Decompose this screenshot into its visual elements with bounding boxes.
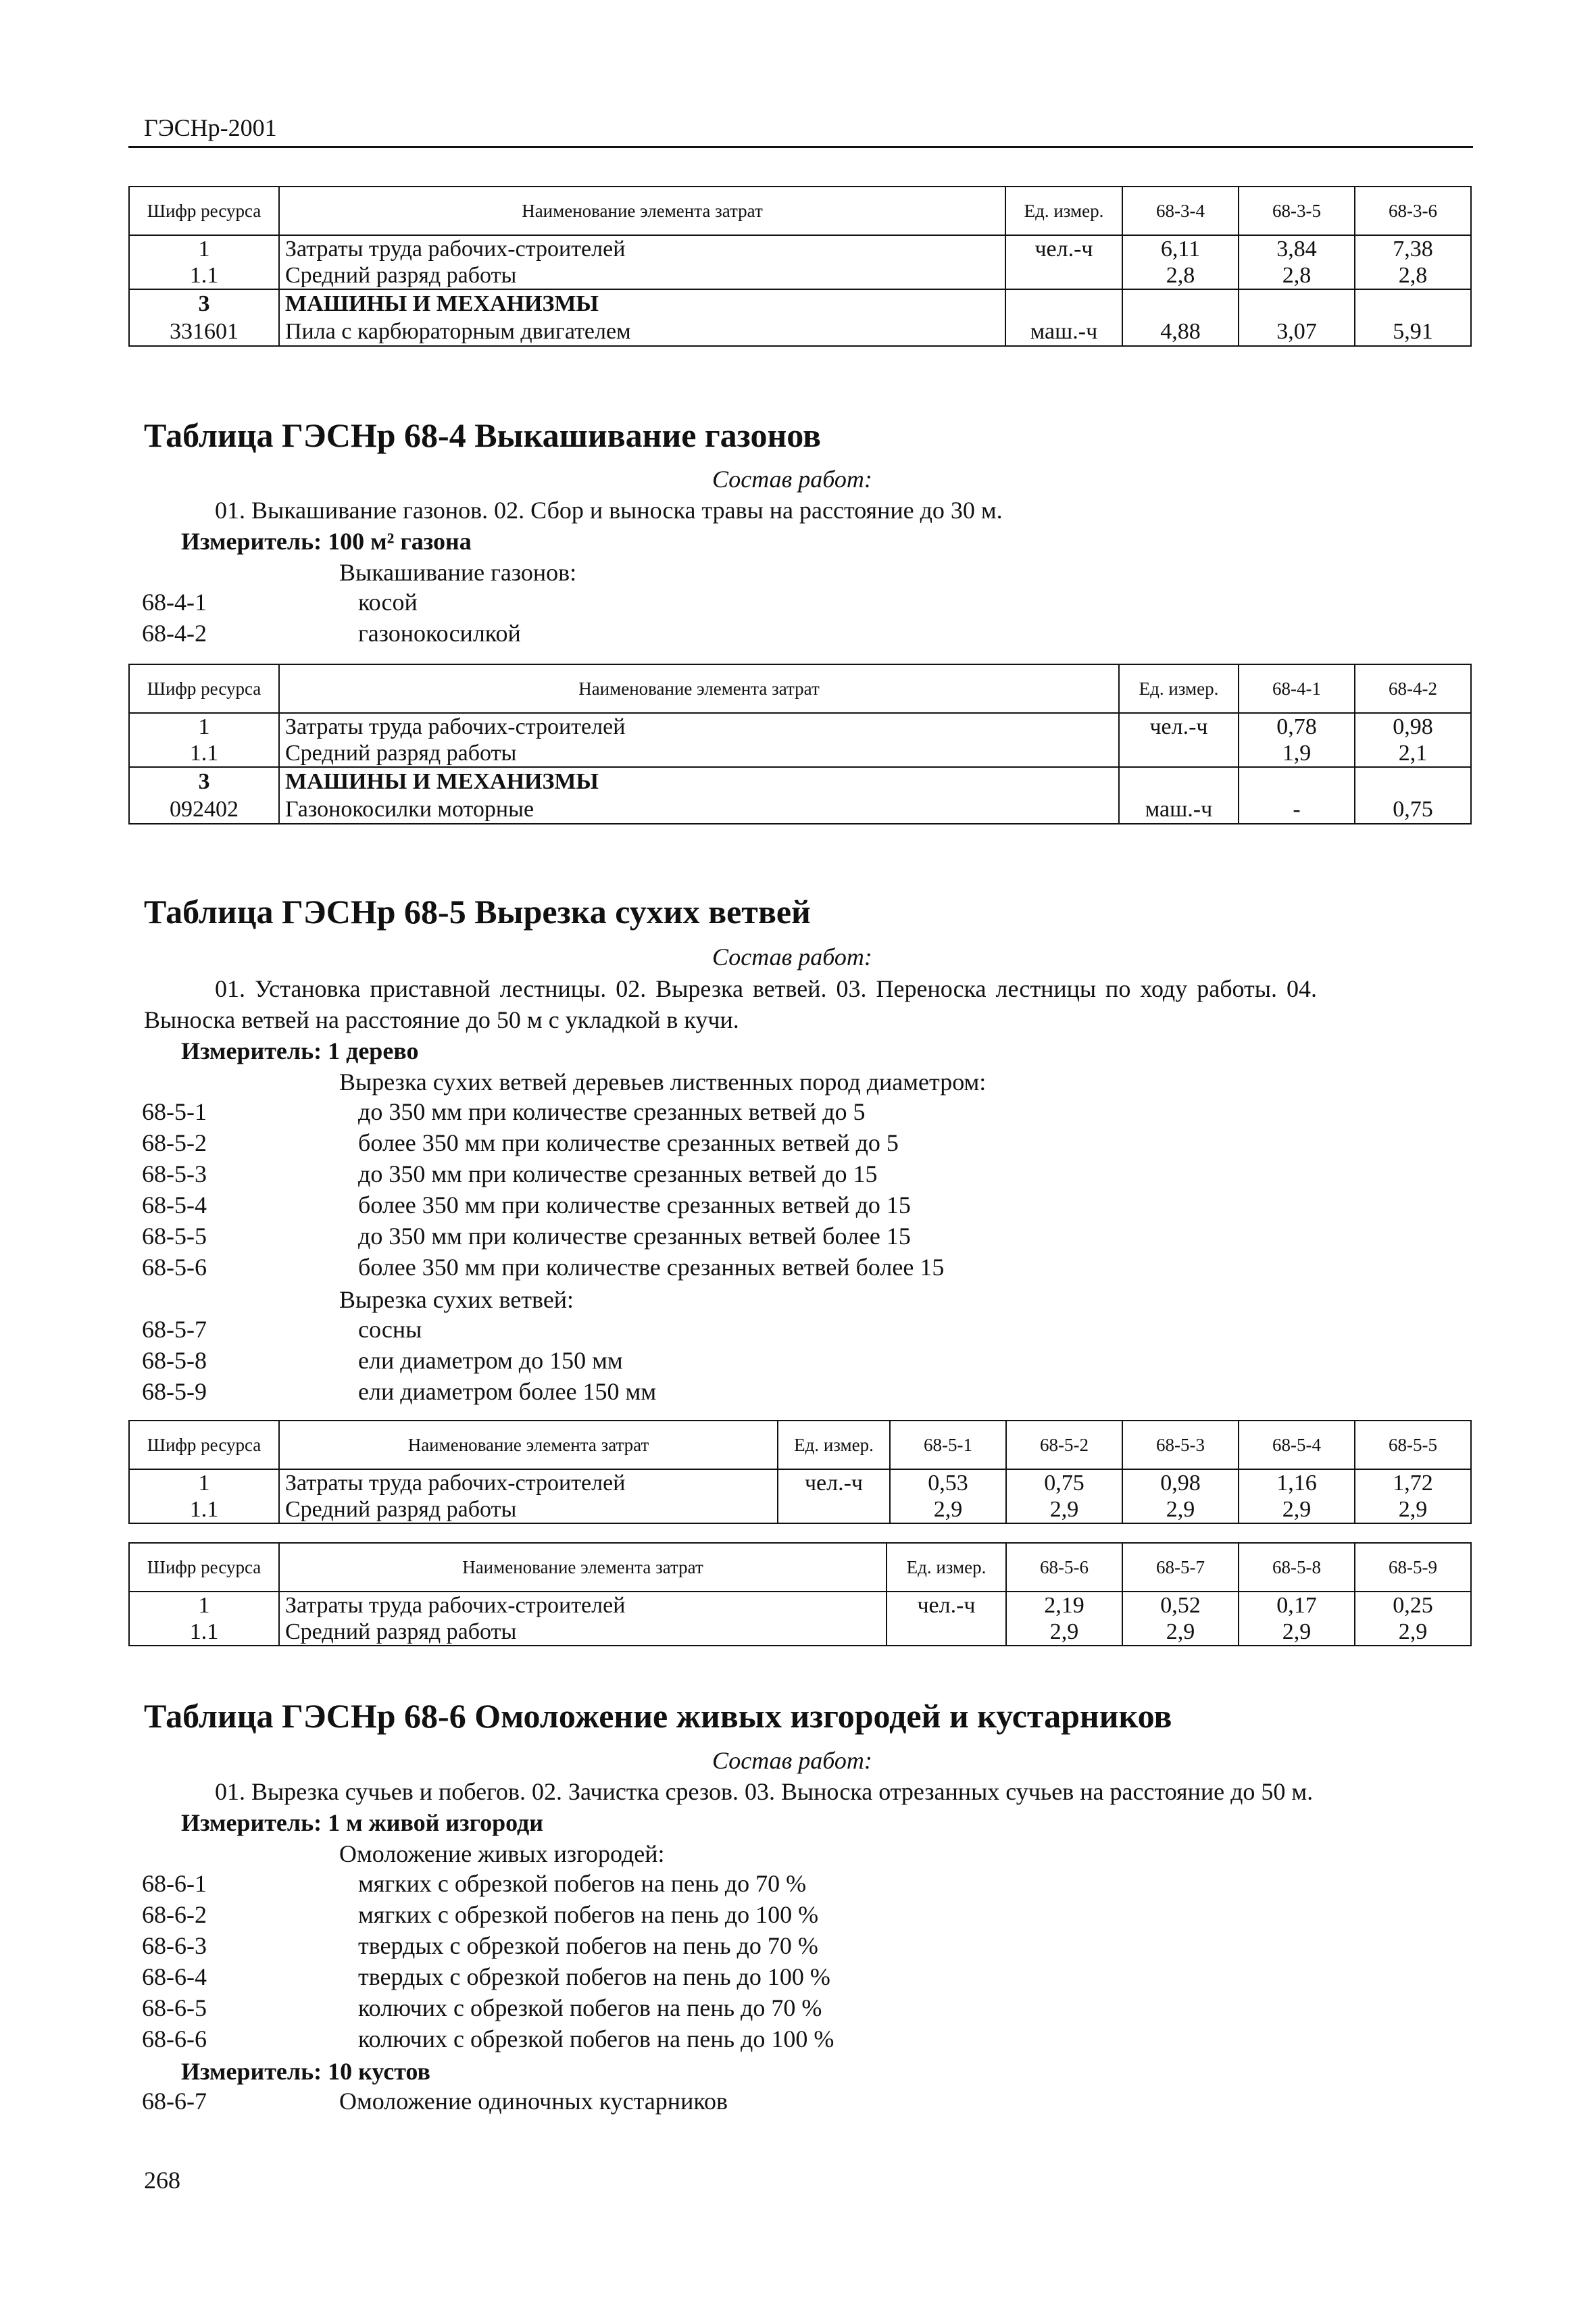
table-row — [129, 262, 1471, 289]
cell-value: 2,9 — [1006, 1496, 1122, 1523]
header-col: 68-5-5 — [1355, 1421, 1471, 1469]
cell-code: 1 — [129, 1469, 279, 1496]
cell-value: 2,9 — [1355, 1496, 1471, 1523]
cell-code: 3 — [129, 289, 279, 318]
work-text: 01. Установка приставной лестницы. 02. Вырезка ветвей. 03. Переноска лестницы по ходу работы. 04. — [215, 975, 1317, 1002]
cell-name: Пила с карбюраторным двигателем — [279, 318, 1005, 346]
cell-value: 7,38 — [1355, 235, 1471, 262]
cell-value: 4,88 — [1122, 318, 1239, 346]
table-row — [129, 1469, 1471, 1496]
item-text: более 350 мм при количестве срезанных ветвей более 15 — [358, 1254, 945, 1281]
section-title-68-6: Таблица ГЭСНр 68-6 Омоложение живых изгородей и кустарников — [144, 1697, 1172, 1735]
cell-value: 1,16 — [1239, 1469, 1355, 1496]
measure: Измеритель: 100 м² газона — [181, 528, 472, 555]
cell-value: 0,53 — [890, 1469, 1006, 1496]
cell-name: Затраты труда рабочих-строителей — [279, 1469, 778, 1496]
item-code: 68-6-7 — [142, 2088, 207, 2115]
item-code: 68-5-5 — [142, 1223, 207, 1250]
cell-code: 1.1 — [129, 262, 279, 289]
item-text: твердых с обрезкой побегов на пень до 70 % — [358, 1932, 818, 1959]
item-text: мягких с обрезкой побегов на пень до 70 % — [358, 1870, 807, 1897]
header-rule — [128, 146, 1473, 148]
cell-value — [1239, 289, 1355, 318]
header-col: 68-3-6 — [1355, 187, 1471, 235]
header-unit: Ед. измер. — [887, 1543, 1006, 1592]
header-col: 68-5-1 — [890, 1421, 1006, 1469]
header-unit: Ед. измер. — [778, 1421, 890, 1469]
item-code: 68-6-3 — [142, 1932, 207, 1959]
cell-value — [1122, 289, 1239, 318]
cell-value: 0,25 — [1355, 1592, 1471, 1619]
cell-name: Средний разряд работы — [279, 1619, 887, 1646]
cell-value: 2,8 — [1239, 262, 1355, 289]
work-label: Состав работ: — [712, 466, 872, 493]
item-code: 68-6-2 — [142, 1901, 207, 1928]
cell-unit: чел.-ч — [778, 1469, 890, 1496]
item-code: 68-5-3 — [142, 1160, 207, 1187]
cell-value: 0,17 — [1239, 1592, 1355, 1619]
item-text: косой — [358, 589, 418, 616]
header-col: 68-5-7 — [1122, 1543, 1239, 1592]
header-code: Шифр ресурса — [129, 187, 279, 235]
item-code: 68-5-2 — [142, 1129, 207, 1156]
header-col: 68-5-2 — [1006, 1421, 1122, 1469]
header-col: 68-3-5 — [1239, 187, 1355, 235]
item-text: до 350 мм при количестве срезанных ветвей до 15 — [358, 1160, 878, 1187]
cell-value: 5,91 — [1355, 318, 1471, 346]
item-code: 68-4-2 — [142, 620, 207, 647]
cell-value: 2,8 — [1355, 262, 1471, 289]
cell-value: 2,9 — [1122, 1496, 1239, 1523]
cell-value: 0,98 — [1355, 713, 1471, 740]
item-text: ели диаметром более 150 мм — [358, 1378, 657, 1405]
work-text: 01. Вырезка сучьев и побегов. 02. Зачистка срезов. 03. Выноска отрезанных сучьев на расстояние до 50 м. — [215, 1778, 1314, 1805]
cell-value: 3,07 — [1239, 318, 1355, 346]
cell-code: 1 — [129, 1592, 279, 1619]
cell-value: 2,9 — [1006, 1619, 1122, 1646]
item-code: 68-5-1 — [142, 1098, 207, 1125]
cell-value: 0,98 — [1122, 1469, 1239, 1496]
cell-value: 0,75 — [1006, 1469, 1122, 1496]
cell-code: 1.1 — [129, 1496, 279, 1523]
work-text: Выноска ветвей на расстояние до 50 м с укладкой в кучи. — [144, 1006, 739, 1033]
cell-name: Средний разряд работы — [279, 262, 1005, 289]
table-header-row — [129, 1543, 1471, 1592]
cell-value: 1,72 — [1355, 1469, 1471, 1496]
header-col: 68-3-4 — [1122, 187, 1239, 235]
header-col: 68-5-4 — [1239, 1421, 1355, 1469]
item-code: 68-4-1 — [142, 589, 207, 616]
item-code: 68-6-4 — [142, 1963, 207, 1990]
cell-unit — [778, 1496, 890, 1523]
cell-code: 092402 — [129, 795, 279, 824]
cell-name: Затраты труда рабочих-строителей — [279, 713, 1119, 740]
cell-value — [1239, 767, 1355, 795]
cell-value: 2,9 — [890, 1496, 1006, 1523]
cell-unit: маш.-ч — [1005, 318, 1122, 346]
cell-code: 1.1 — [129, 1619, 279, 1646]
cell-name: МАШИНЫ И МЕХАНИЗМЫ — [279, 767, 1119, 795]
cell-value: 6,11 — [1122, 235, 1239, 262]
table-row — [129, 1619, 1471, 1646]
cell-unit — [1119, 767, 1239, 795]
item-text: газонокосилкой — [358, 620, 521, 647]
table-header-row — [129, 1421, 1471, 1469]
header-name: Наименование элемента затрат — [279, 1543, 887, 1592]
header-col: 68-5-3 — [1122, 1421, 1239, 1469]
table-row — [129, 795, 1471, 824]
item-code: 68-5-7 — [142, 1316, 207, 1343]
cell-code: 331601 — [129, 318, 279, 346]
measure: Измеритель: 1 м живой изгороди — [181, 1809, 544, 1836]
running-title: ГЭСНр-2001 — [144, 114, 277, 141]
item-text: более 350 мм при количестве срезанных ветвей до 5 — [358, 1129, 899, 1156]
table-header-row — [129, 664, 1471, 713]
cell-unit — [887, 1619, 1006, 1646]
header-name: Наименование элемента затрат — [279, 1421, 778, 1469]
item-text: до 350 мм при количестве срезанных ветвей более 15 — [358, 1223, 911, 1250]
table-row — [129, 318, 1471, 346]
cell-value: 2,8 — [1122, 262, 1239, 289]
item-text: мягких с обрезкой побегов на пень до 100 % — [358, 1901, 819, 1928]
header-unit: Ед. измер. — [1005, 187, 1122, 235]
item-text: Омоложение одиночных кустарников — [339, 2088, 728, 2115]
item-text: более 350 мм при количестве срезанных ветвей до 15 — [358, 1191, 911, 1218]
work-text: 01. Выкашивание газонов. 02. Сбор и выноска травы на расстояние до 30 м. — [215, 497, 1003, 524]
item-text: колючих с обрезкой побегов на пень до 70 % — [358, 1994, 822, 2021]
table-row — [129, 289, 1471, 318]
item-text: до 350 мм при количестве срезанных ветвей до 5 — [358, 1098, 866, 1125]
item-code: 68-6-1 — [142, 1870, 207, 1897]
section-title-68-4: Таблица ГЭСНр 68-4 Выкашивание газонов — [144, 416, 822, 454]
table-row — [129, 740, 1471, 767]
cell-code: 1.1 — [129, 740, 279, 767]
resource-table-68-4 — [128, 664, 1472, 824]
header-unit: Ед. измер. — [1119, 664, 1239, 713]
group-label: Выкашивание газонов: — [339, 559, 577, 586]
cell-value — [1355, 767, 1471, 795]
page-number: 268 — [144, 2167, 180, 2194]
cell-value: 0,75 — [1355, 795, 1471, 824]
cell-name: Средний разряд работы — [279, 1496, 778, 1523]
cell-value: 1,9 — [1239, 740, 1355, 767]
cell-unit: маш.-ч — [1119, 795, 1239, 824]
header-code: Шифр ресурса — [129, 1421, 279, 1469]
table-row — [129, 1496, 1471, 1523]
cell-value: 2,9 — [1355, 1619, 1471, 1646]
cell-unit: чел.-ч — [1005, 235, 1122, 262]
item-text: сосны — [358, 1316, 422, 1343]
cell-name: Газонокосилки моторные — [279, 795, 1119, 824]
table-row — [129, 713, 1471, 740]
header-col: 68-5-6 — [1006, 1543, 1122, 1592]
cell-value: 2,19 — [1006, 1592, 1122, 1619]
group-label: Вырезка сухих ветвей деревьев лиственных пород диаметром: — [339, 1068, 987, 1096]
header-name: Наименование элемента затрат — [279, 664, 1119, 713]
cell-name: МАШИНЫ И МЕХАНИЗМЫ — [279, 289, 1005, 318]
cell-name: Средний разряд работы — [279, 740, 1119, 767]
cell-value: 0,78 — [1239, 713, 1355, 740]
cell-name: Затраты труда рабочих-строителей — [279, 1592, 887, 1619]
header-code: Шифр ресурса — [129, 1543, 279, 1592]
cell-unit — [1005, 289, 1122, 318]
header-name: Наименование элемента затрат — [279, 187, 1005, 235]
header-code: Шифр ресурса — [129, 664, 279, 713]
cell-unit: чел.-ч — [887, 1592, 1006, 1619]
header-col: 68-5-9 — [1355, 1543, 1471, 1592]
header-col: 68-4-2 — [1355, 664, 1471, 713]
table-header-row — [129, 187, 1471, 235]
group-label: Вырезка сухих ветвей: — [339, 1286, 574, 1313]
resource-table-68-5-a — [128, 1420, 1472, 1524]
cell-name: Затраты труда рабочих-строителей — [279, 235, 1005, 262]
item-text: колючих с обрезкой побегов на пень до 100 % — [358, 2025, 834, 2052]
cell-value: - — [1239, 795, 1355, 824]
header-col: 68-5-8 — [1239, 1543, 1355, 1592]
item-code: 68-6-5 — [142, 1994, 207, 2021]
cell-value: 2,9 — [1239, 1496, 1355, 1523]
cell-value: 3,84 — [1239, 235, 1355, 262]
resource-table-68-5-b — [128, 1542, 1472, 1646]
cell-code: 1 — [129, 713, 279, 740]
item-code: 68-5-8 — [142, 1347, 207, 1374]
measure: Измеритель: 10 кустов — [181, 2058, 430, 2085]
cell-value: 2,1 — [1355, 740, 1471, 767]
cell-unit — [1119, 740, 1239, 767]
group-label: Омоложение живых изгородей: — [339, 1840, 665, 1867]
cell-value: 2,9 — [1239, 1619, 1355, 1646]
cell-unit: чел.-ч — [1119, 713, 1239, 740]
item-code: 68-5-9 — [142, 1378, 207, 1405]
cell-value: 0,52 — [1122, 1592, 1239, 1619]
table-row — [129, 1592, 1471, 1619]
cell-unit — [1005, 262, 1122, 289]
section-title-68-5: Таблица ГЭСНр 68-5 Вырезка сухих ветвей — [144, 893, 811, 931]
item-code: 68-6-6 — [142, 2025, 207, 2052]
header-col: 68-4-1 — [1239, 664, 1355, 713]
table-row — [129, 767, 1471, 795]
cell-code: 1 — [129, 235, 279, 262]
work-label: Состав работ: — [712, 1747, 872, 1774]
measure: Измеритель: 1 дерево — [181, 1037, 419, 1064]
item-code: 68-5-4 — [142, 1191, 207, 1218]
cell-value: 2,9 — [1122, 1619, 1239, 1646]
item-text: твердых с обрезкой побегов на пень до 100 % — [358, 1963, 830, 1990]
item-code: 68-5-6 — [142, 1254, 207, 1281]
cell-value — [1355, 289, 1471, 318]
item-text: ели диаметром до 150 мм — [358, 1347, 623, 1374]
cell-code: 3 — [129, 767, 279, 795]
table-row — [129, 235, 1471, 262]
work-label: Состав работ: — [712, 943, 872, 970]
resource-table-68-3 — [128, 186, 1472, 347]
